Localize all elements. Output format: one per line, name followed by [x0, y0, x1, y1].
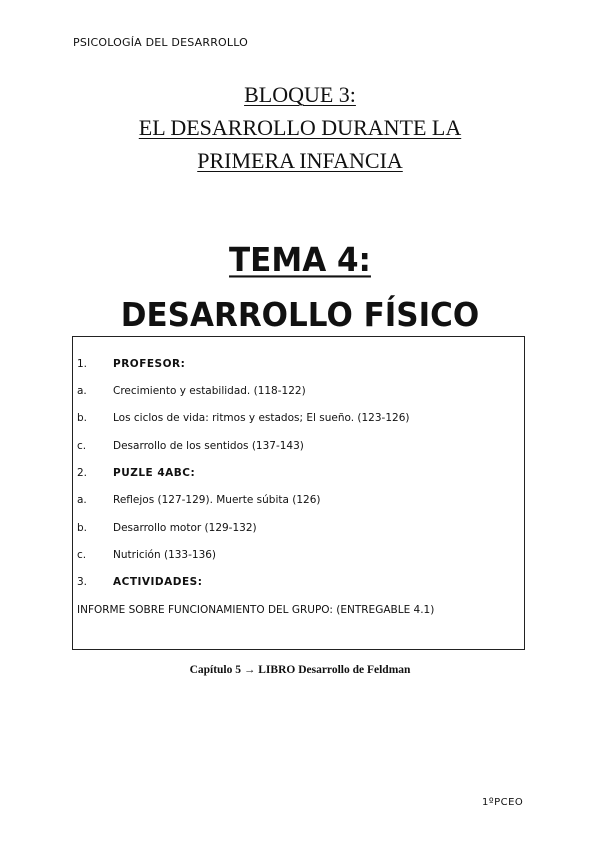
- block-title-line-2: EL DESARROLLO DURANTE LA: [138, 115, 462, 140]
- block-title-line-1: BLOQUE 3:: [244, 82, 356, 107]
- row-text: PROFESOR:: [113, 358, 186, 370]
- page-footer-course: 1ºPCEO: [482, 797, 524, 808]
- row-text: PUZLE 4ABC:: [113, 467, 196, 479]
- row-marker: a.: [77, 494, 87, 506]
- contents-row: [77, 490, 320, 510]
- row-text: Crecimiento y estabilidad. (118-122): [113, 385, 306, 397]
- row-text: Desarrollo de los sentidos (137-143): [113, 440, 304, 452]
- book-reference: Capítulo 5 → LIBRO Desarrollo de Feldman: [189, 664, 411, 676]
- row-marker: b.: [77, 522, 88, 534]
- contents-row: [77, 572, 202, 592]
- row-marker: 3.: [77, 576, 88, 588]
- contents-box: [72, 336, 525, 650]
- contents-row: [77, 381, 306, 401]
- contents-row: [77, 436, 304, 456]
- contents-row: [77, 518, 257, 538]
- row-text: INFORME SOBRE FUNCIONAMIENTO DEL GRUPO: (ENTREGABLE 4.1): [77, 604, 435, 616]
- topic-name: DESARROLLO FÍSICO: [120, 296, 480, 335]
- row-text: Reflejos (127-129). Muerte súbita (126): [113, 494, 321, 506]
- row-marker: c.: [77, 440, 87, 452]
- contents-row: [77, 463, 195, 483]
- contents-row: [77, 408, 409, 428]
- block-title: [0, 78, 600, 177]
- row-marker: 1.: [77, 358, 88, 370]
- contents-row: [77, 354, 185, 374]
- row-text: Desarrollo motor (129-132): [113, 522, 257, 534]
- contents-row: [77, 600, 434, 620]
- topic-title: [0, 233, 600, 342]
- block-title-line-3: PRIMERA INFANCIA: [197, 148, 403, 173]
- topic-number: TEMA 4:: [229, 241, 371, 280]
- row-text: Nutrición (133-136): [113, 549, 217, 561]
- row-marker: b.: [77, 412, 88, 424]
- page-header-subject: PSICOLOGÍA DEL DESARROLLO: [73, 36, 249, 49]
- row-marker: c.: [77, 549, 87, 561]
- row-marker: a.: [77, 385, 87, 397]
- contents-row: [77, 545, 216, 565]
- row-marker: 2.: [77, 467, 88, 479]
- row-text: Los ciclos de vida: ritmos y estados; El sueño. (123-126): [113, 412, 410, 424]
- row-text: ACTIVIDADES:: [113, 576, 203, 588]
